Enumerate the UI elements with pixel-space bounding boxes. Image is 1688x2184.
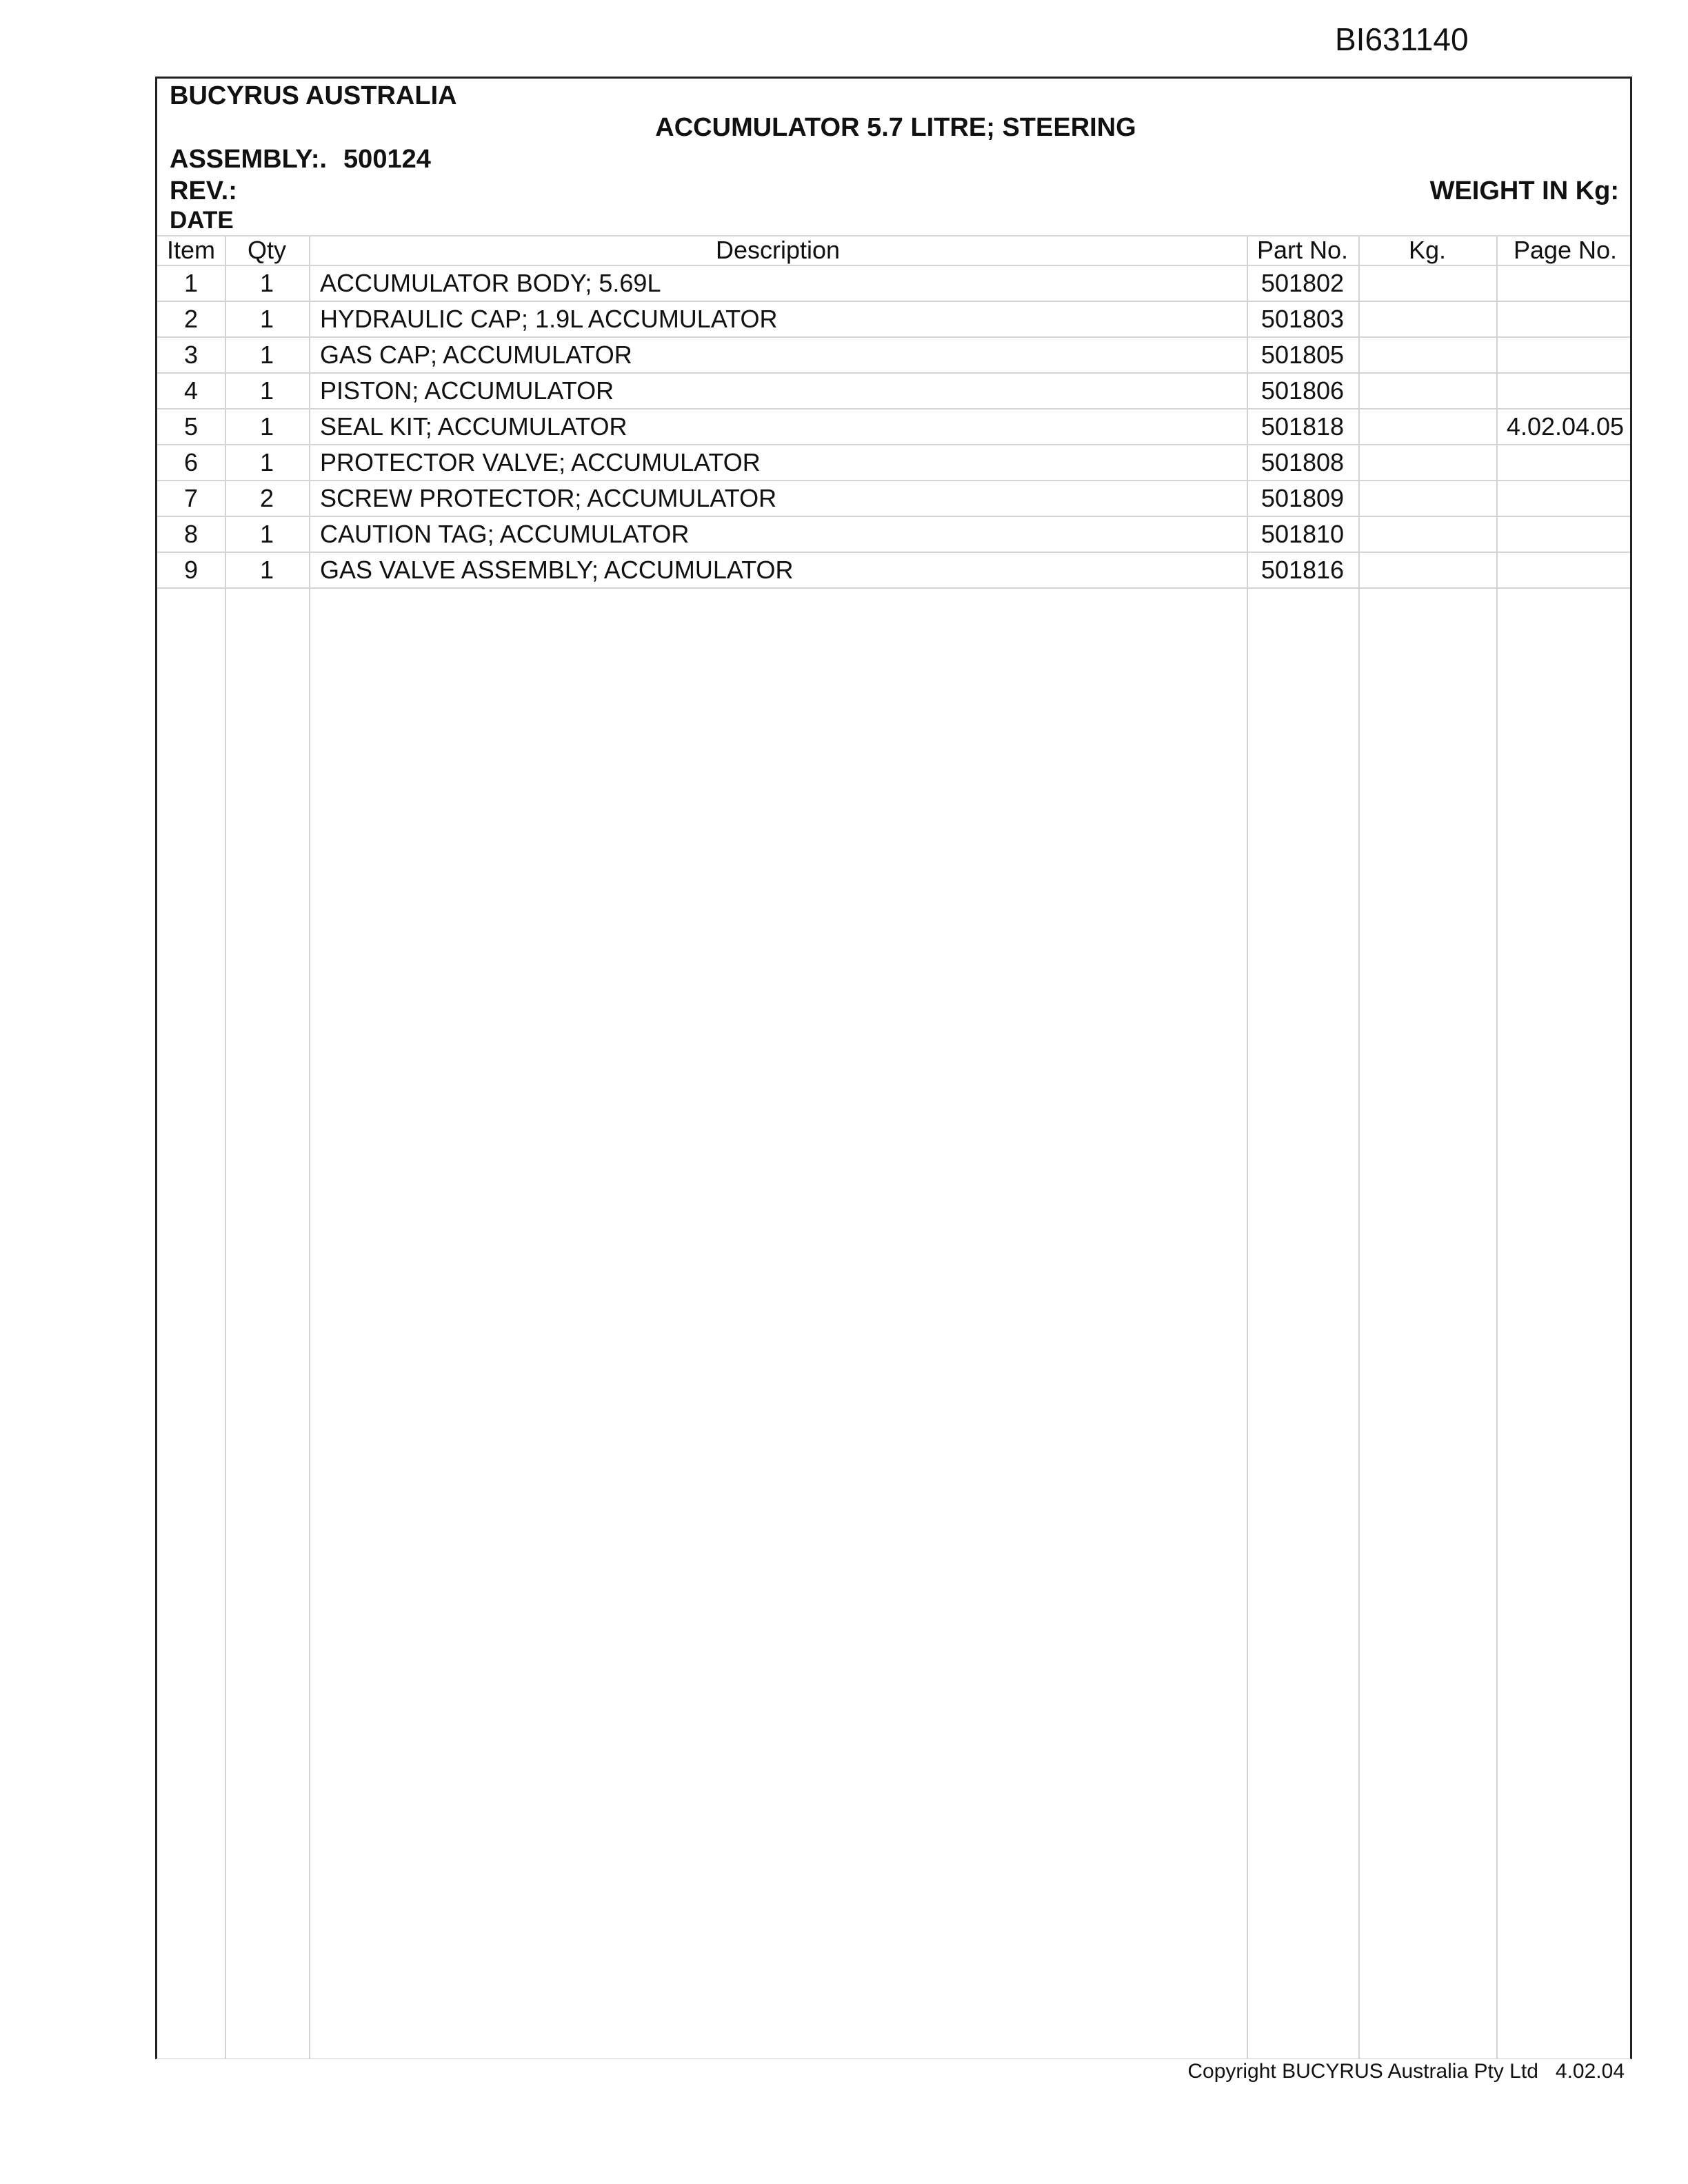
assembly-label: ASSEMBLY:. [170,145,328,174]
cell-part-no: 501809 [1260,484,1345,512]
row-divider [157,372,1630,374]
cell-part-no: 501818 [1260,412,1345,441]
cell-description: SCREW PROTECTOR; ACCUMULATOR [320,484,777,512]
cell-part-no: 501816 [1260,556,1345,584]
column-divider [1496,235,1498,2059]
cell-description: PISTON; ACCUMULATOR [320,376,614,405]
cell-description: CAUTION TAG; ACCUMULATOR [320,520,690,548]
cell-part-no: 501810 [1260,520,1345,548]
cell-item: 7 [183,484,199,512]
cell-item: 4 [183,376,199,405]
cell-part-no: 501805 [1260,341,1345,369]
row-divider [157,444,1630,445]
parts-list-frame [155,77,1632,2059]
cell-qty: 1 [259,412,274,441]
cell-description: PROTECTOR VALVE; ACCUMULATOR [320,448,761,476]
cell-item: 9 [183,556,199,584]
row-divider [157,301,1630,302]
cell-qty: 1 [259,269,274,297]
cell-description: ACCUMULATOR BODY; 5.69L [320,269,661,297]
cell-part-no: 501808 [1260,448,1345,476]
row-divider [157,336,1630,338]
weight-label: WEIGHT IN Kg: [1429,176,1619,205]
column-header-qty: Qty [247,236,286,264]
cell-item: 2 [183,305,199,333]
row-divider [157,408,1630,410]
cell-part-no: 501802 [1260,269,1345,297]
column-header-description: Description [715,236,841,264]
assembly-line [170,145,431,174]
copyright-footer [1187,2060,1625,2083]
footer-page-ref: 4.02.04 [1555,2060,1625,2083]
date-label: DATE [170,207,234,234]
copyright-text: Copyright BUCYRUS Australia Pty Ltd [1187,2060,1538,2083]
cell-qty: 1 [259,520,274,548]
cell-item: 3 [183,341,199,369]
cell-qty: 2 [259,484,274,512]
column-header-page-no: Page No. [1513,236,1618,264]
cell-item: 1 [183,269,199,297]
cell-qty: 1 [259,376,274,405]
cell-item: 6 [183,448,199,476]
cell-description: SEAL KIT; ACCUMULATOR [320,412,627,441]
cell-qty: 1 [259,448,274,476]
column-divider [1358,235,1360,2059]
column-header-item: Item [166,236,215,264]
column-header-part-no: Part No. [1256,236,1349,264]
rev-label: REV.: [170,176,237,205]
row-divider [157,552,1630,553]
row-divider [157,516,1630,517]
cell-item: 8 [183,520,199,548]
cell-description: GAS CAP; ACCUMULATOR [320,341,632,369]
row-divider [157,587,1630,589]
column-header-kg: Kg. [1408,236,1447,264]
cell-qty: 1 [259,341,274,369]
company-name: BUCYRUS AUSTRALIA [170,81,457,110]
cell-part-no: 501803 [1260,305,1345,333]
header-bottom-rule [157,265,1630,266]
assembly-title: ACCUMULATOR 5.7 LITRE; STEERING [655,113,1136,142]
cell-item: 5 [183,412,199,441]
cell-description: HYDRAULIC CAP; 1.9L ACCUMULATOR [320,305,778,333]
cell-qty: 1 [259,305,274,333]
row-divider [157,480,1630,481]
cell-description: GAS VALVE ASSEMBLY; ACCUMULATOR [320,556,794,584]
cell-part-no: 501806 [1260,376,1345,405]
assembly-number: 500124 [343,145,431,174]
cell-page-no: 4.02.04.05 [1506,412,1625,441]
cell-qty: 1 [259,556,274,584]
document-id: BI631140 [1335,21,1469,57]
column-divider [309,235,310,2059]
